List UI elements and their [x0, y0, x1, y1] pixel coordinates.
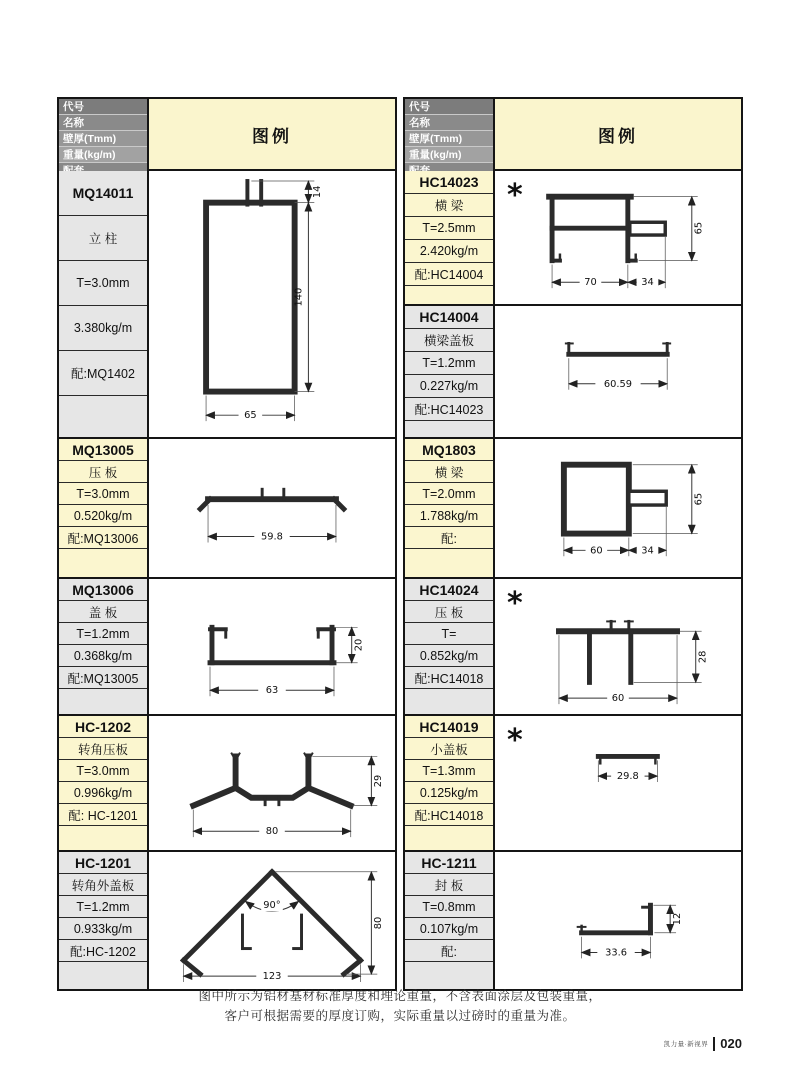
asterisk-mark: *	[507, 723, 523, 758]
profile-diagram-cell	[495, 852, 741, 989]
profile-diagram-hc14019	[495, 716, 741, 850]
label-spacer	[59, 689, 147, 714]
label-spacer	[405, 689, 493, 714]
product-thickness: T=3.0mm	[59, 483, 147, 505]
product-name: 横 梁	[405, 461, 493, 483]
profile-diagram-mq14011	[149, 171, 395, 437]
profile-diagram-hc-1202	[149, 716, 395, 850]
product-name: 封 板	[405, 874, 493, 896]
product-thickness: T=1.2mm	[59, 623, 147, 645]
table-header	[59, 99, 395, 171]
product-match: 配:MQ13006	[59, 527, 147, 549]
dim-width: 80	[265, 826, 279, 838]
product-block-hc-1202	[59, 716, 395, 852]
product-code: MQ1803	[405, 439, 493, 461]
product-thickness: T=0.8mm	[405, 896, 493, 918]
product-code: HC-1211	[405, 852, 493, 874]
dim-height: 28	[697, 650, 709, 664]
header-row-name: 名称	[59, 115, 147, 131]
product-name: 盖 板	[59, 601, 147, 623]
profile-diagram-cell	[495, 579, 741, 714]
dim-angle: 90°	[263, 900, 281, 912]
footer-note-line2: 客户可根据需要的厚度订购，实际重量以过磅时的重量为准。	[224, 1009, 576, 1023]
page-number: 020	[720, 1036, 742, 1051]
product-labels	[405, 579, 495, 714]
dim-width: 65	[244, 410, 257, 422]
header-row-name: 名称	[405, 115, 493, 131]
header-row-code: 代号	[405, 99, 493, 115]
product-code: HC14023	[405, 171, 493, 194]
dim-width2: 34	[641, 277, 654, 289]
product-match: 配:HC14018	[405, 804, 493, 826]
product-weight: 0.852kg/m	[405, 645, 493, 667]
product-block-mq13006	[59, 579, 395, 716]
dim-top: 14	[312, 185, 324, 199]
product-weight: 0.933kg/m	[59, 918, 147, 940]
page-mark-divider	[713, 1037, 715, 1051]
dim-height: 20	[353, 638, 365, 652]
profile-diagram-cell	[495, 171, 741, 304]
product-name: 压 板	[59, 461, 147, 483]
spec-table-left	[57, 97, 397, 991]
dim-height: 80	[373, 916, 385, 930]
dim-width2: 34	[641, 545, 654, 557]
product-code: HC14024	[405, 579, 493, 601]
profile-diagram-cell	[495, 716, 741, 850]
product-thickness: T=1.3mm	[405, 760, 493, 782]
profile-diagram-hc-1211	[495, 852, 741, 989]
dim-height: 65	[693, 492, 705, 506]
profile-diagram-mq13006	[149, 579, 395, 714]
product-code: MQ13006	[59, 579, 147, 601]
product-labels	[59, 579, 149, 714]
product-code: HC14004	[405, 306, 493, 329]
product-match: 配: HC-1201	[59, 804, 147, 826]
header-row-weight: 重量(kg/m)	[405, 147, 493, 163]
label-spacer	[59, 826, 147, 850]
product-name: 转角外盖板	[59, 874, 147, 896]
label-spacer	[59, 396, 147, 437]
header-row-weight: 重量(kg/m)	[59, 147, 147, 163]
product-match: 配:	[405, 940, 493, 962]
product-code: HC14019	[405, 716, 493, 738]
product-labels	[405, 852, 495, 989]
product-match: 配:HC-1202	[59, 940, 147, 962]
product-match: 配:HC14018	[405, 667, 493, 689]
header-row-thickness: 壁厚(Tmm)	[405, 131, 493, 147]
spec-table-right	[403, 97, 743, 991]
label-spacer	[59, 549, 147, 577]
product-block-hc-1211	[405, 852, 741, 989]
header-row-thickness: 壁厚(Tmm)	[59, 131, 147, 147]
header-row-labels	[405, 99, 495, 169]
product-code: HC-1201	[59, 852, 147, 874]
profile-diagram-mq13005	[149, 439, 395, 577]
profile-diagram-cell	[149, 852, 395, 989]
product-labels	[59, 171, 149, 437]
product-block-hc-1201	[59, 852, 395, 989]
table-header	[405, 99, 741, 171]
profile-diagram-hc14024	[495, 579, 741, 714]
product-code: HC-1202	[59, 716, 147, 738]
profile-diagram-cell	[149, 171, 395, 437]
legend-header: 图例	[149, 99, 395, 169]
product-thickness: T=3.0mm	[59, 261, 147, 306]
asterisk-mark: *	[507, 586, 523, 621]
header-row-code: 代号	[59, 99, 147, 115]
product-code: MQ13005	[59, 439, 147, 461]
dim-width: 63	[265, 685, 279, 697]
product-weight: 3.380kg/m	[59, 306, 147, 351]
product-name: 横梁盖板	[405, 329, 493, 352]
product-match: 配:MQ13005	[59, 667, 147, 689]
product-block-mq14011	[59, 171, 395, 439]
product-thickness: T=	[405, 623, 493, 645]
product-weight: 1.788kg/m	[405, 505, 493, 527]
product-block-hc14004	[405, 306, 741, 439]
profile-diagram-hc-1201	[149, 852, 395, 989]
product-match: 配:MQ1402	[59, 351, 147, 396]
dim-width: 123	[262, 971, 282, 983]
product-block-mq13005	[59, 439, 395, 579]
product-labels	[405, 716, 495, 850]
dim-height: 140	[293, 287, 305, 307]
dim-width1: 60	[590, 545, 603, 557]
label-spacer	[405, 286, 493, 304]
product-thickness: T=1.2mm	[59, 896, 147, 918]
dim-height: 65	[693, 221, 705, 235]
product-block-hc14019	[405, 716, 741, 852]
product-name: 小盖板	[405, 738, 493, 760]
product-labels	[59, 716, 149, 850]
product-match: 配:	[405, 527, 493, 549]
product-code: MQ14011	[59, 171, 147, 216]
profile-diagram-cell	[149, 579, 395, 714]
header-row-labels	[59, 99, 149, 169]
product-weight: 0.227kg/m	[405, 375, 493, 398]
product-name: 立 柱	[59, 216, 147, 261]
product-weight: 2.420kg/m	[405, 240, 493, 263]
product-weight: 0.368kg/m	[59, 645, 147, 667]
dim-width: 29.8	[616, 771, 639, 783]
product-block-hc14023	[405, 171, 741, 306]
product-weight: 0.107kg/m	[405, 918, 493, 940]
dim-width: 60.59	[603, 378, 633, 390]
profile-diagram-cell	[495, 306, 741, 437]
dim-height: 29	[373, 774, 385, 788]
product-name: 转角压板	[59, 738, 147, 760]
profile-diagram-cell	[149, 439, 395, 577]
product-labels	[59, 852, 149, 989]
page-mark	[664, 1036, 742, 1051]
product-block-hc14024	[405, 579, 741, 716]
dim-width: 60	[611, 693, 625, 705]
brand-text: 凯力量·新视界	[663, 1041, 709, 1048]
product-labels	[405, 171, 495, 304]
profile-diagram-mq1803	[495, 439, 741, 577]
label-spacer	[59, 962, 147, 989]
product-thickness: T=2.5mm	[405, 217, 493, 240]
profile-diagram-hc14004	[495, 306, 741, 437]
dim-width: 33.6	[605, 947, 627, 959]
profile-diagram-cell	[149, 716, 395, 850]
product-labels	[405, 439, 495, 577]
product-name: 压 板	[405, 601, 493, 623]
label-spacer	[405, 826, 493, 850]
profile-diagram-cell	[495, 439, 741, 577]
product-name: 横 梁	[405, 194, 493, 217]
dim-height: 12	[671, 912, 683, 926]
dim-width: 59.8	[261, 531, 283, 543]
product-block-mq1803	[405, 439, 741, 579]
label-spacer	[405, 421, 493, 437]
product-labels	[59, 439, 149, 577]
dim-width1: 70	[584, 277, 597, 289]
product-weight: 0.520kg/m	[59, 505, 147, 527]
product-labels	[405, 306, 495, 437]
product-thickness: T=2.0mm	[405, 483, 493, 505]
product-weight: 0.125kg/m	[405, 782, 493, 804]
label-spacer	[405, 962, 493, 989]
label-spacer	[405, 549, 493, 577]
product-thickness: T=1.2mm	[405, 352, 493, 375]
product-match: 配:HC14023	[405, 398, 493, 421]
legend-header: 图例	[495, 99, 741, 169]
product-thickness: T=3.0mm	[59, 760, 147, 782]
product-weight: 0.996kg/m	[59, 782, 147, 804]
asterisk-mark: *	[507, 178, 523, 213]
footer-note-line1: 图中所示为铝材基材标准厚度和理论重量，不含表面涂层及包装重量，	[198, 989, 602, 1003]
profile-diagram-hc14023	[495, 171, 741, 304]
product-match: 配:HC14004	[405, 263, 493, 286]
